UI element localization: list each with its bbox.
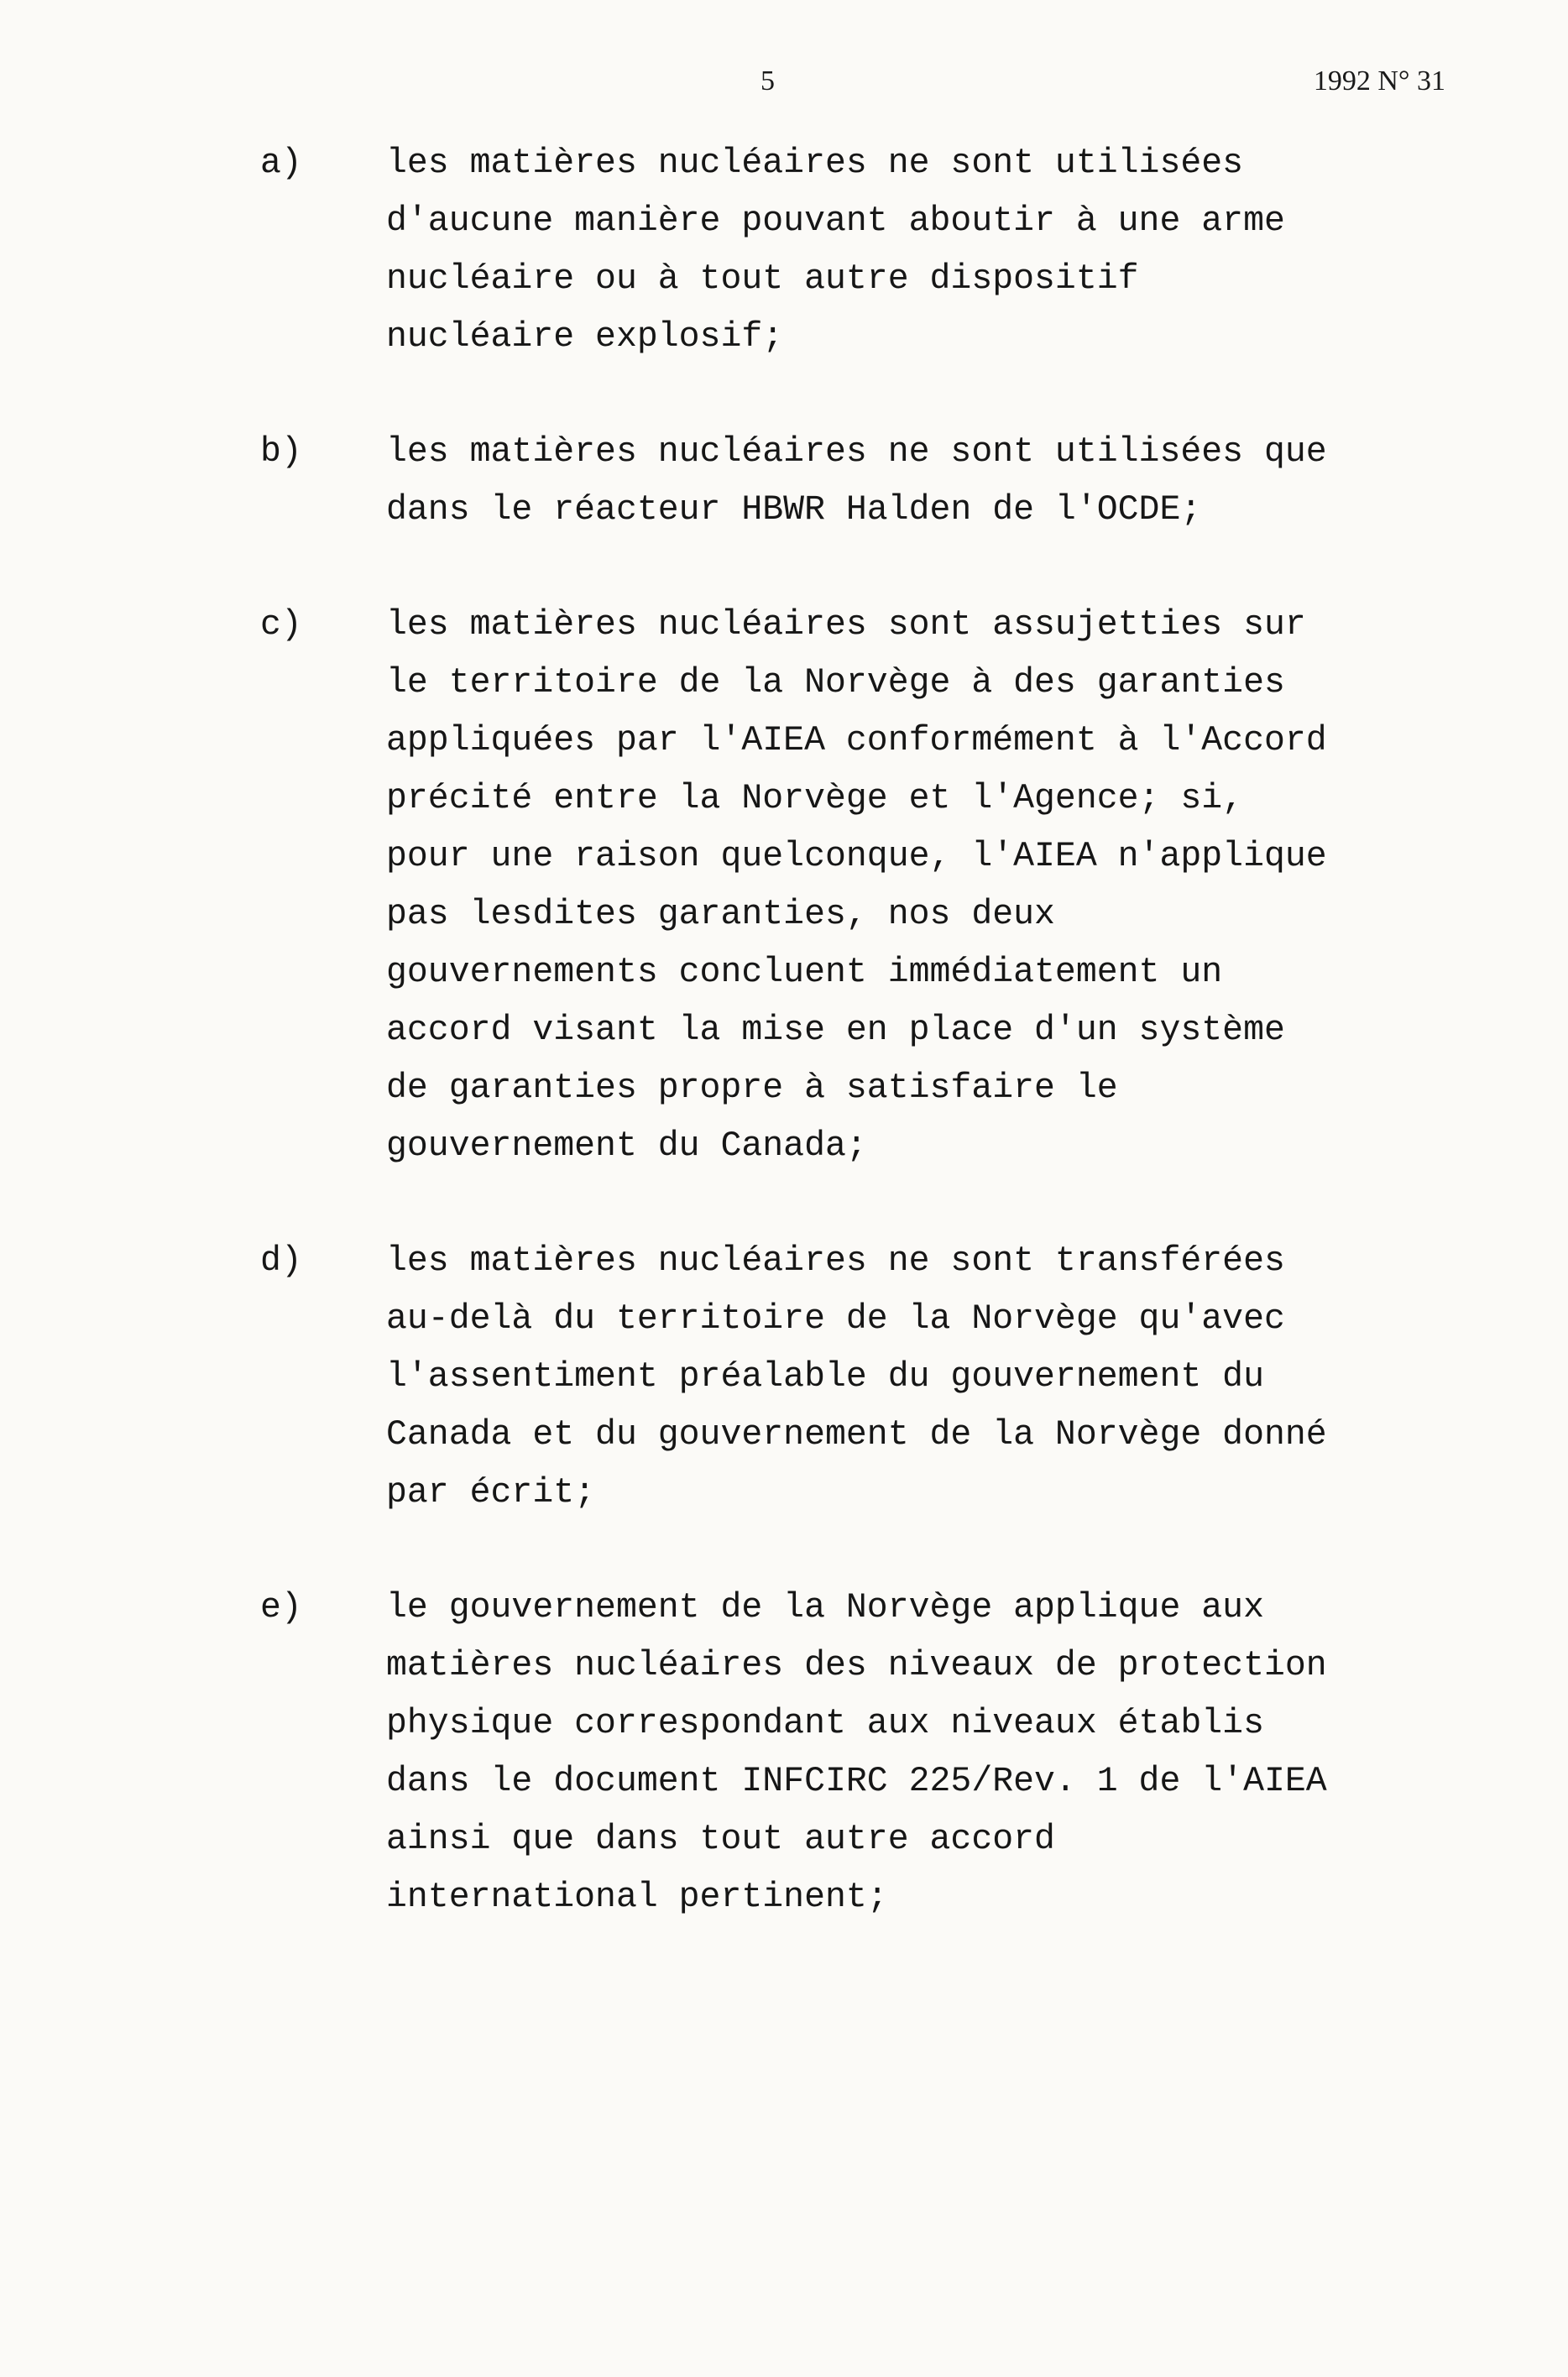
- clause-d: [0, 1232, 1568, 1522]
- clause-text: les matières nucléaires sont assujetties sur le territoire de la Norvège à des garanties appliquées par l'AIEA conformément à l'Accord précité entre la Norvège et l'Agence; si, pour une raison quelconque, l'AIEA n'applique pas lesdites garanties, nos deux gouvernements concluent immédiatement un accord visant la mise en place d'un système de garanties propre à satisfaire le gouvernement du Canada;: [386, 605, 1327, 1166]
- clause-text: les matières nucléaires ne sont utilisées que dans le réacteur HBWR Halden de l'OCDE;: [386, 432, 1327, 530]
- page-header: [0, 65, 1568, 116]
- clause-text: les matières nucléaires ne sont transférées au-delà du territoire de la Norvège qu'avec l'assentiment préalable du gouvernement du Canada et du gouvernement de la Norvège donné par écrit;: [386, 1241, 1327, 1512]
- clause-text: les matières nucléaires ne sont utilisées d'aucune manière pouvant aboutir à une arme nucléaire ou à tout autre dispositif nucléaire explosif;: [386, 144, 1285, 357]
- clause-letter: c): [260, 605, 302, 645]
- clause-c: [0, 596, 1568, 1175]
- clause-letter: a): [260, 144, 302, 183]
- clause-letter: d): [260, 1241, 302, 1281]
- clause-text: le gouvernement de la Norvège applique aux matières nucléaires des niveaux de protection physique correspondant aux niveaux établis dans le document INFCIRC 225/Rev. 1 de l'AIEA ainsi que dans tout autre accord international pertinent;: [386, 1588, 1327, 1917]
- clause-a: [0, 134, 1568, 366]
- clause-letter: b): [260, 432, 302, 472]
- document-reference: 1992 N° 31: [1313, 65, 1445, 97]
- clause-e: [0, 1579, 1568, 1926]
- clause-list: [0, 134, 1568, 1983]
- clause-b: [0, 423, 1568, 539]
- page-number: 5: [760, 65, 775, 97]
- clause-letter: e): [260, 1588, 302, 1627]
